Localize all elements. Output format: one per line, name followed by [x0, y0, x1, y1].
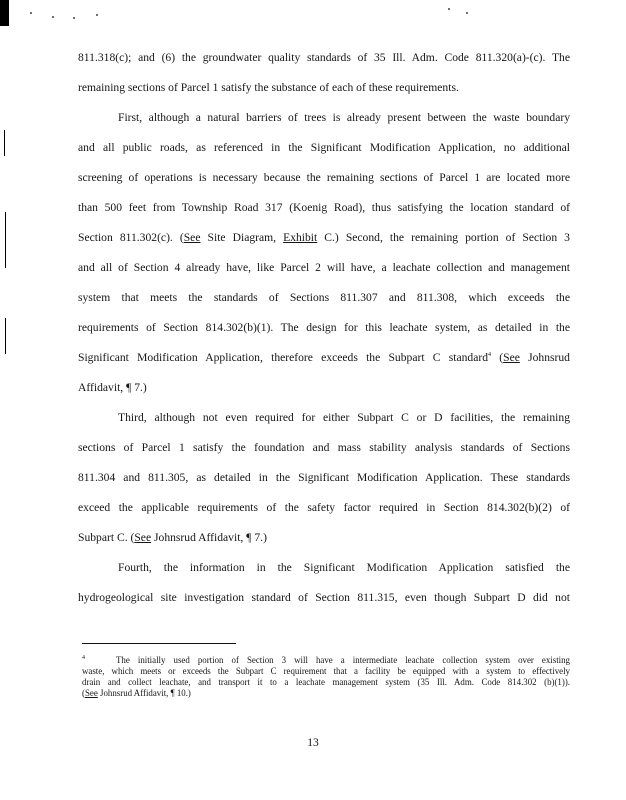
see-citation: See [183, 231, 201, 244]
scan-speck [466, 12, 468, 14]
body-line: and all of Section 4 already have, like Parcel 2 will have, a leachate collection and management [78, 261, 570, 274]
body-line [78, 531, 570, 545]
body-line: exceed the applicable requirements of the safety factor required in Section 814.302(b)(2) of [78, 501, 570, 514]
text-run: ( [82, 688, 85, 698]
text-run: Johnsrud Affidavit, ¶ 10.) [97, 688, 191, 698]
scan-speck [96, 14, 98, 16]
body-line: and all public roads, as referenced in the Significant Modification Application, no additional [78, 141, 570, 154]
scan-speck [30, 12, 32, 14]
scan-edge-mark [5, 212, 6, 268]
see-citation: See [503, 351, 520, 364]
scan-speck [73, 17, 75, 19]
body-line: requirements of Section 814.302(b)(1). The design for this leachate system, as detailed in the [78, 321, 570, 334]
see-citation: See [84, 688, 98, 698]
body-line: remaining sections of Parcel 1 satisfy the substance of each of these requirements. [78, 81, 459, 94]
text-run: Significant Modification Application, therefore exceeds the Subpart C standard [78, 351, 489, 364]
footnote-ref: 4 [488, 352, 492, 358]
text-run: Section 811.302(c). ( [78, 231, 184, 244]
body-line: sections of Parcel 1 satisfy the foundation and mass stability analysis standards of Sections [78, 441, 570, 454]
page-number: 13 [307, 736, 319, 749]
text-run: ( [491, 351, 504, 364]
scan-edge-mark [0, 0, 9, 26]
body-line [78, 231, 570, 245]
text-run: The initially used portion of Section 3 will have a intermediate leachate collection system over existing [116, 655, 570, 665]
body-line: Third, although not even required for either Subpart C or D facilities, the remaining [118, 411, 570, 424]
body-line: Affidavit, ¶ 7.) [78, 381, 147, 394]
footnote-number: 4 [82, 655, 85, 661]
see-citation: See [134, 531, 152, 544]
body-line [78, 351, 570, 365]
scan-edge-mark [5, 318, 6, 354]
exhibit-citation: Exhibit [283, 231, 318, 244]
body-line: hydrogeological site investigation standard of Section 811.315, even though Subpart D did not [78, 591, 570, 604]
scan-speck [52, 16, 54, 18]
scan-speck [448, 8, 450, 10]
body-line: Fourth, the information in the Significant Modification Application satisfied the [118, 561, 570, 574]
footnote-line [82, 655, 570, 666]
text-run: Subpart C. ( [78, 531, 135, 544]
body-line: system that meets the standards of Sections 811.307 and 811.308, which exceeds the [78, 291, 570, 304]
body-line: than 500 feet from Township Road 317 (Koenig Road), thus satisfying the location standard of [78, 201, 570, 214]
scan-edge-mark [4, 130, 5, 156]
body-line: 811.304 and 811.305, as detailed in the Significant Modification Application. These standards [78, 471, 570, 484]
body-line: 811.318(c); and (6) the groundwater quality standards of 35 Ill. Adm. Code 811.320(a)-(c). The [78, 51, 570, 64]
text-run: C.) Second, the remaining portion of Section 3 [317, 231, 570, 244]
text-run: Johnsrud [519, 351, 570, 364]
footnote-line [82, 688, 570, 699]
footnote-line: drain and collect leachate, and transport it to a leachate management system (35 Ill. Adm. Code 814.302 (b)(1)). [82, 677, 570, 687]
body-line: screening of operations is necessary because the remaining sections of Parcel 1 are located more [78, 171, 570, 184]
footnote-divider [82, 643, 236, 644]
text-run: Johnsrud Affidavit, ¶ 7.) [151, 531, 267, 544]
body-line: First, although a natural barriers of trees is already present between the waste boundary [118, 111, 570, 124]
footnote-line: waste, which meets or exceeds the Subpart C requirement that a facility be equipped with a system to effectively [82, 666, 570, 676]
text-run: Site Diagram, [200, 231, 284, 244]
